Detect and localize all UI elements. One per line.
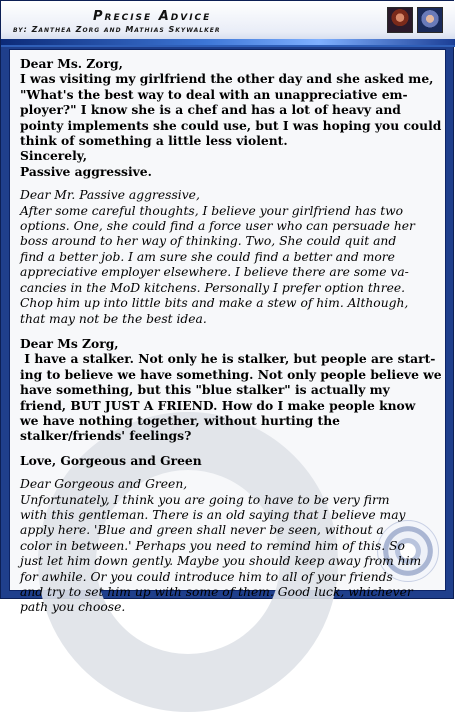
column-title: Precise Advice [93,9,212,24]
text-line: Chop him up into little bits and make a stew of him. Although, [20,296,409,311]
text-line: stalker/friends' feelings? [20,428,192,444]
text-line: think of something a little less violent. [20,133,288,149]
article-text [20,56,440,625]
text-line: Love, Gorgeous and Green [20,452,202,468]
text-line: path you choose. [20,600,126,615]
text-line: Dear Ms. Zorg, [20,56,123,71]
reader-letter-2 [20,336,440,444]
text-line: have something, but this "blue stalker" is actually my [20,382,390,398]
text-line: for awhile. Or you could introduce him to all of your friends [20,569,393,584]
article-body [9,49,446,615]
text-line: Dear Ms Zorg, [20,335,119,351]
text-line: just let him down gently. Maybe you should keep away from him [20,554,422,569]
text-line: Dear Mr. Passive aggressive, [20,188,200,203]
text-line: Passive aggressive. [20,163,152,179]
text-line: cancies in the MoD kitchens. Personally I prefer option three. [20,280,406,295]
text-line: and try to set him up with some of them. Good luck, whichever [20,585,413,599]
author-avatar-mathias [417,7,443,33]
text-line: "What's the best way to deal with an unappreciative em- [20,86,408,102]
text-line: Unfortunately, I think you are going to have to be very firm [20,492,390,507]
header-stripe [1,39,455,45]
text-line: options. One, she could find a force user who can persuade her [20,219,415,234]
text-line: we have nothing together, without hurting the [20,412,340,428]
text-line: boss around to her way of thinking. Two, She could quit and [20,234,397,249]
text-line: appreciative employer elsewhere. I believe there are some va- [20,265,409,280]
column-header [1,1,455,47]
text-line: Sincerely, [20,148,88,164]
column-byline: by: Zanthea Zorg and Mathias Skywalker [13,25,221,34]
advice-reply-2 [20,477,440,616]
reader-letter-2-signoff [20,453,440,468]
text-line: friend, BUT JUST A FRIEND. How do I make people know [20,397,416,413]
text-line: Dear Gorgeous and Green, [20,477,188,492]
advice-reply-1 [20,188,440,327]
text-line: that may not be the best idea. [20,311,207,326]
text-line: pointy implements she could use, but I was hoping you could [20,117,442,133]
reader-letter-1 [20,56,440,179]
text-line: ployer?" I know she is a chef and has a lot of heavy and [20,102,401,118]
author-avatar-zanthea [387,7,413,33]
text-line: color in between.' Perhaps you need to remind him of this. So [20,538,405,553]
text-line: ing to believe we have something. Not only people believe we [20,366,442,382]
text-line: After some careful thoughts, I believe your girlfriend has two [20,203,404,218]
text-line: I have a stalker. Not only he is stalker, but people are start- [20,351,436,367]
text-line: I was visiting my girlfriend the other day and she asked me, [20,71,434,87]
text-line: apply here. 'Blue and green shall never be seen, without a [20,523,384,538]
text-line: find a better job. I am sure she could find a better and more [20,249,395,264]
text-line: with this gentleman. There is an old saying that I believe may [20,507,406,522]
